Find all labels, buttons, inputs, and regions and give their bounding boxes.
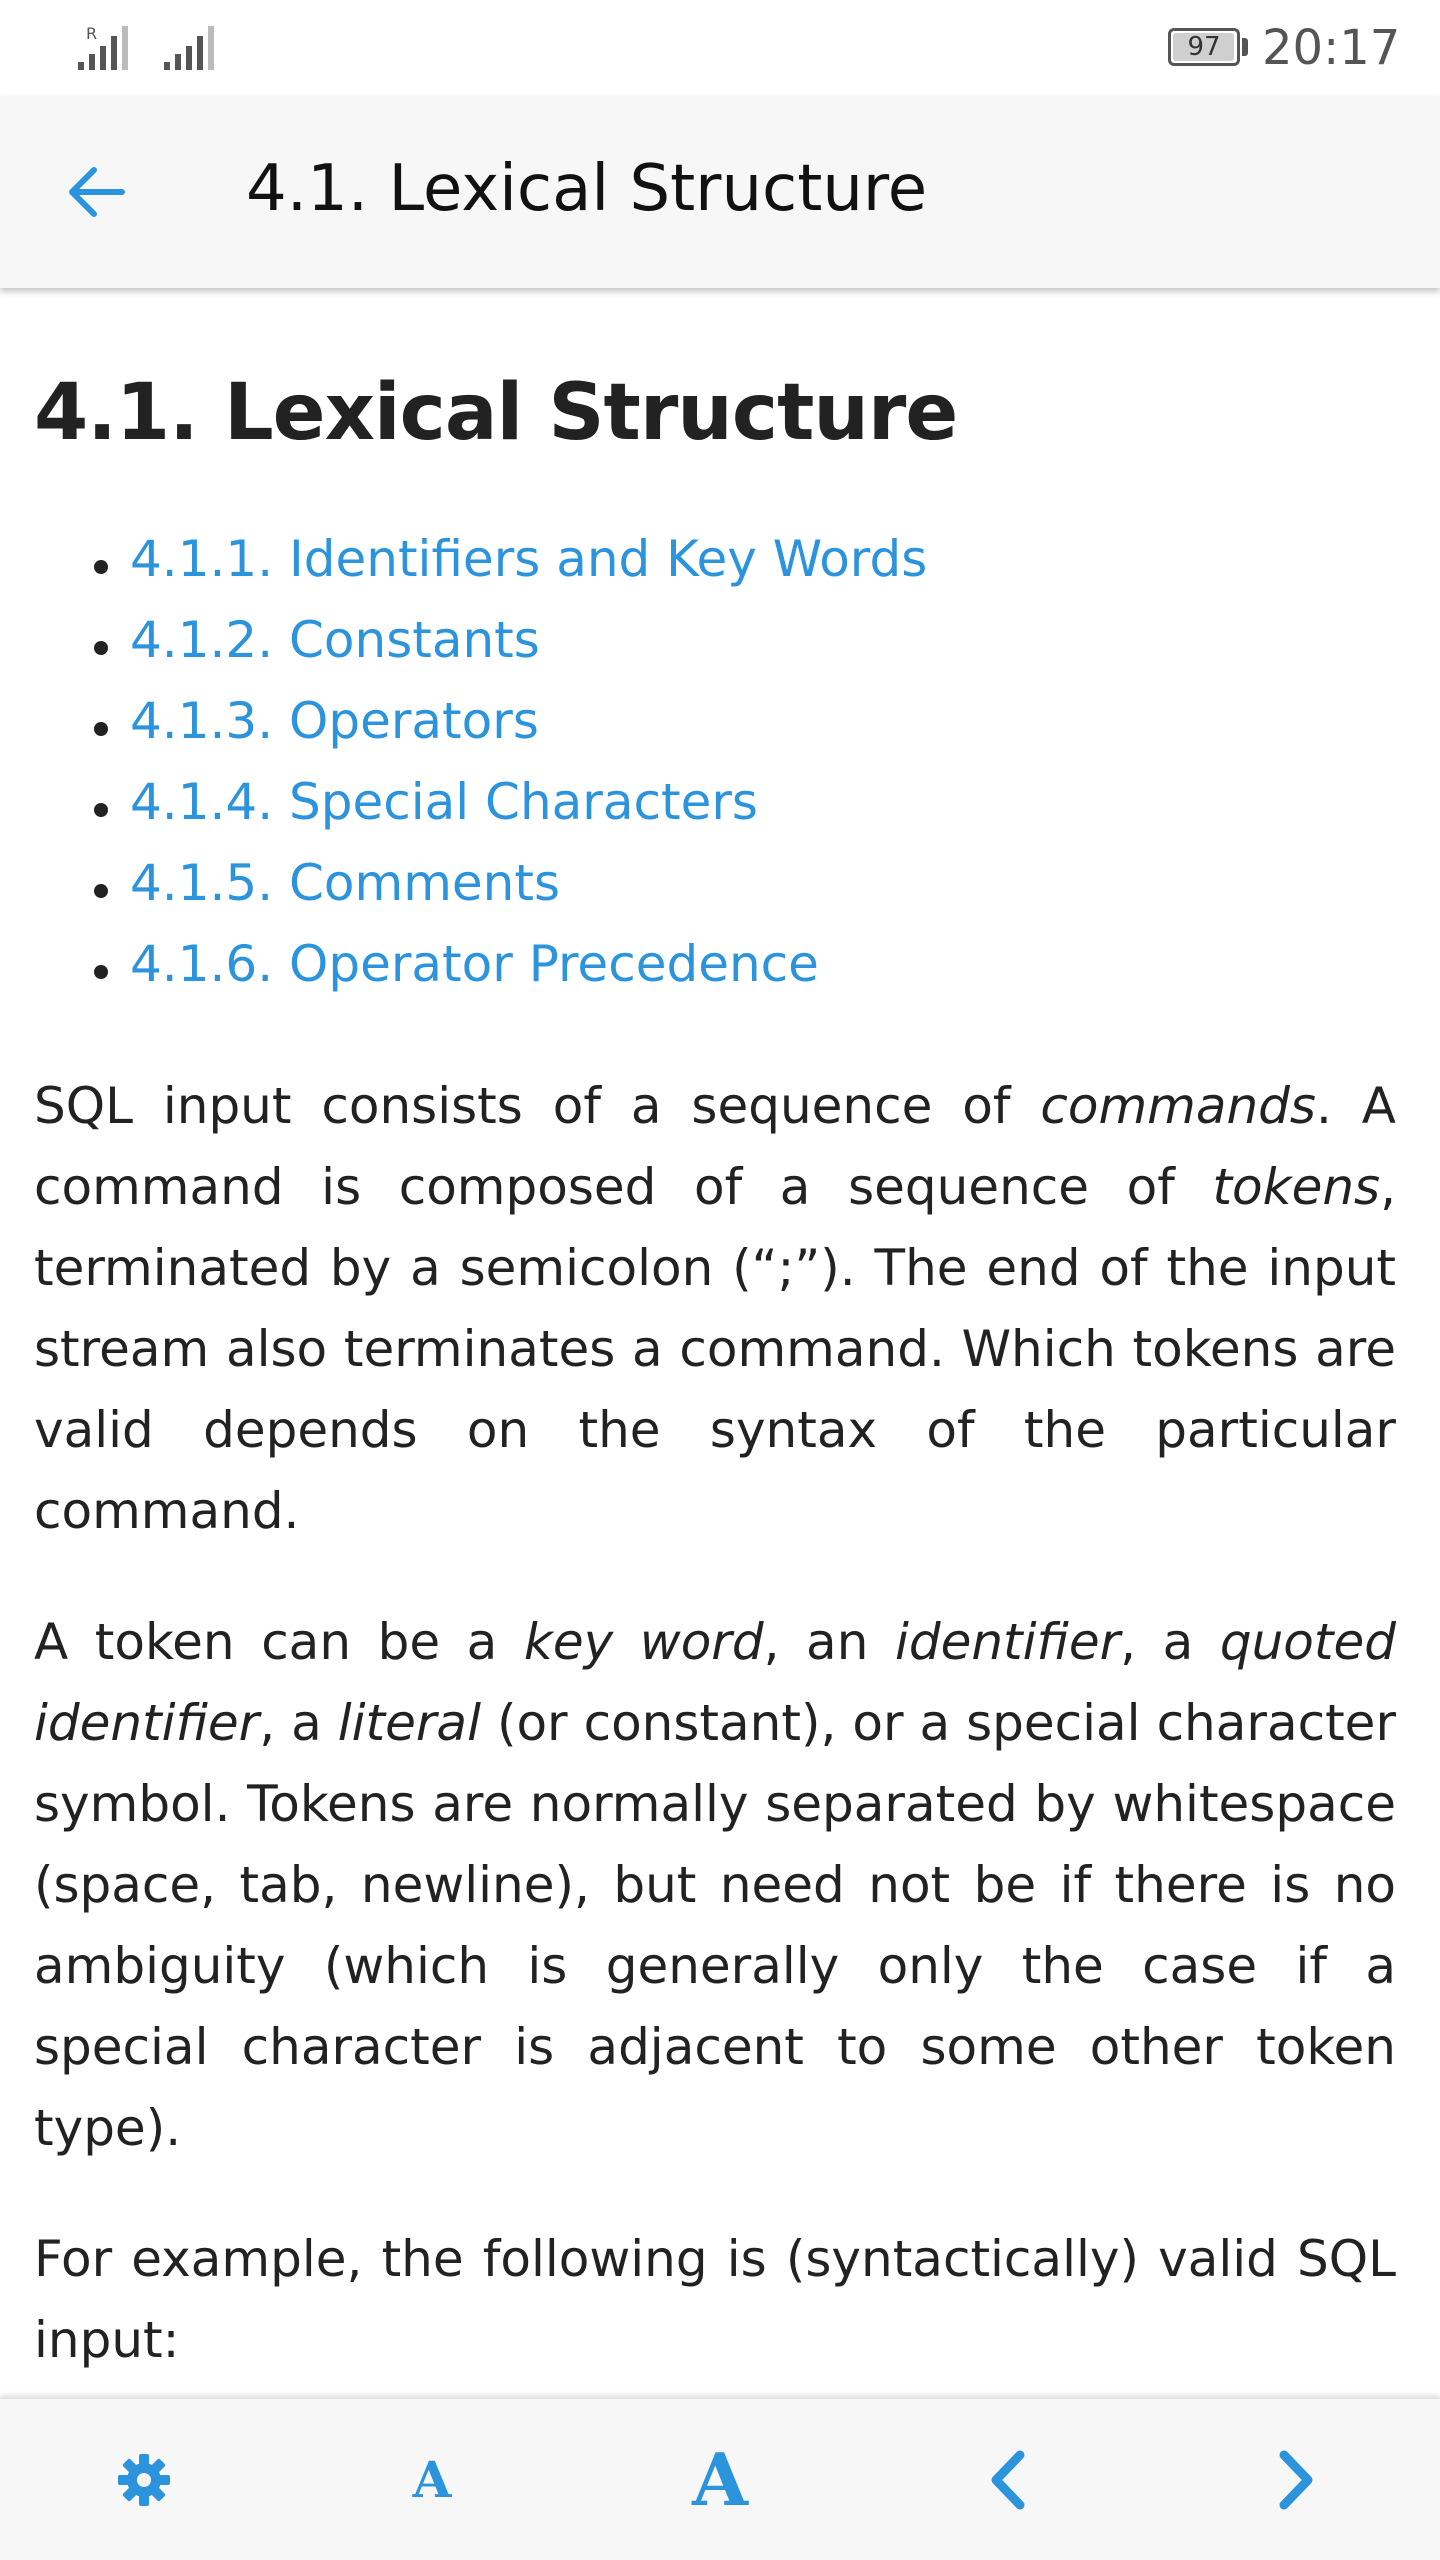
toc-link-identifiers[interactable]: 4.1.1. Identifiers and Key Words xyxy=(130,530,928,588)
toc-link-comments[interactable]: 4.1.5. Comments xyxy=(130,854,561,912)
app-bar-title: 4.1. Lexical Structure xyxy=(246,152,928,226)
font-larger-button[interactable] xyxy=(576,2399,864,2560)
table-of-contents xyxy=(130,530,1396,1016)
toc-item xyxy=(130,773,1396,854)
font-smaller-label: A xyxy=(412,2449,452,2509)
toc-item xyxy=(130,530,1396,611)
settings-button[interactable] xyxy=(0,2399,288,2560)
page-heading: 4.1. Lexical Structure xyxy=(34,368,958,458)
toc-link-special-characters[interactable]: 4.1.4. Special Characters xyxy=(130,773,758,831)
font-smaller-button[interactable] xyxy=(288,2399,576,2560)
signal-strength-icon-sim1 xyxy=(78,26,128,70)
toc-item xyxy=(130,854,1396,935)
battery-nub xyxy=(1242,38,1248,56)
next-page-button[interactable] xyxy=(1152,2399,1440,2560)
previous-page-button[interactable] xyxy=(864,2399,1152,2560)
font-larger-label: A xyxy=(692,2436,748,2522)
toc-link-constants[interactable]: 4.1.2. Constants xyxy=(130,611,540,669)
signal-strength-icon-sim2 xyxy=(164,26,214,70)
chevron-right-icon xyxy=(1274,2449,1318,2511)
toc-item xyxy=(130,935,1396,1016)
arrow-left-icon xyxy=(66,166,126,218)
paragraph-tokens: A token can be a key word, an identifier, a quoted identifier, a literal (or constant), or a special character symbol. Tokens are normally separated by whitespace (space, tab, newline), but need not be if there is no ambiguity (which is generally only the case if a special character is adjacent to some other token type). xyxy=(34,1613,1396,2157)
bottom-toolbar xyxy=(0,2398,1440,2560)
chevron-left-icon xyxy=(986,2449,1030,2511)
roaming-indicator: R xyxy=(86,24,98,43)
battery-icon xyxy=(1168,28,1240,66)
battery-level: 97 xyxy=(1187,32,1221,62)
gear-icon xyxy=(114,2450,174,2510)
document-content[interactable] xyxy=(34,288,1396,2398)
paragraph-commands: SQL input consists of a sequence of commands. A command is composed of a sequence of tokens, terminated by a semicolon (“;”). The end of the input stream also terminates a command. Which tokens are valid depends on the syntax of the particular command. xyxy=(34,1077,1396,1540)
toc-link-operator-precedence[interactable]: 4.1.6. Operator Precedence xyxy=(130,935,819,993)
status-clock: 20:17 xyxy=(1262,20,1401,76)
toc-item xyxy=(130,611,1396,692)
paragraph-example: For example, the following is (syntactically) valid SQL input: xyxy=(34,2230,1396,2369)
back-button[interactable] xyxy=(56,152,136,232)
toc-item xyxy=(130,692,1396,773)
toc-link-operators[interactable]: 4.1.3. Operators xyxy=(130,692,539,750)
app-bar xyxy=(0,96,1440,288)
status-bar xyxy=(0,0,1440,96)
